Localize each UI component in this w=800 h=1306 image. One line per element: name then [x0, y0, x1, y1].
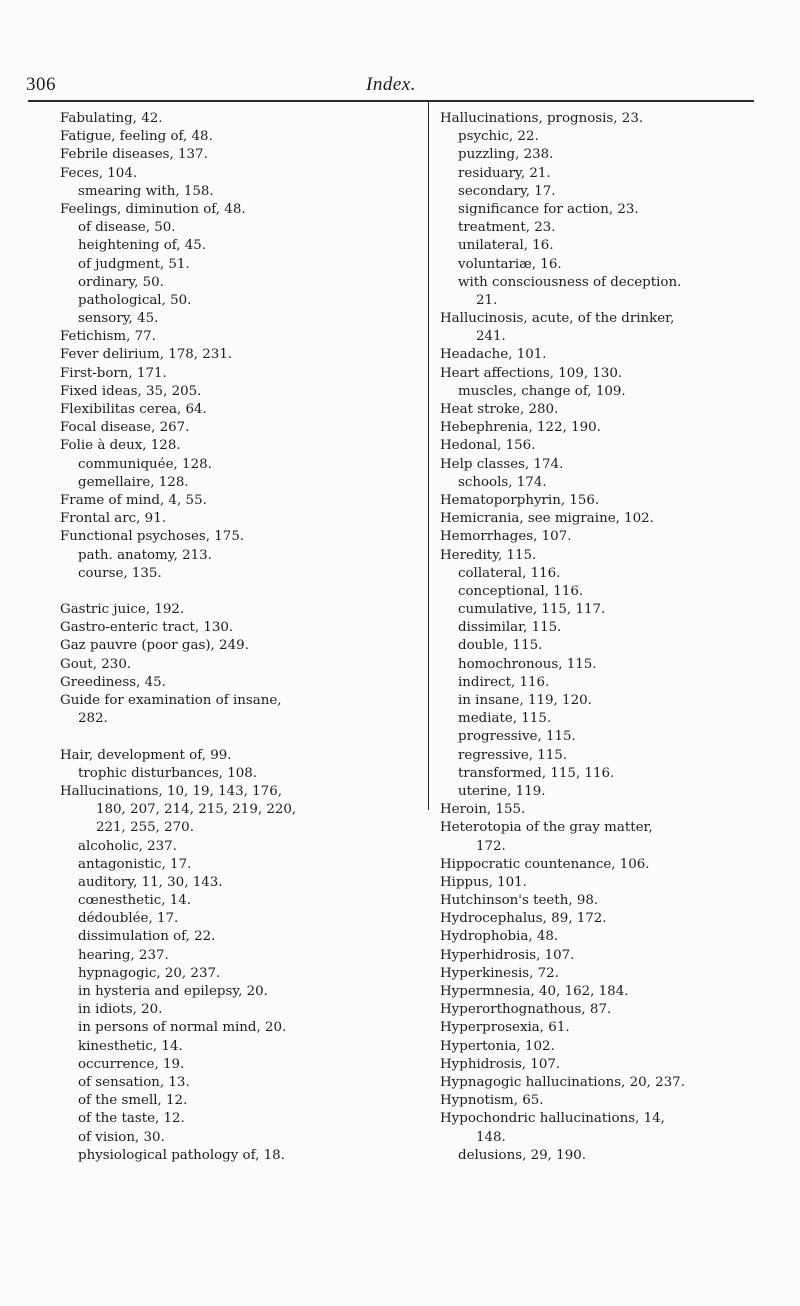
- index-subentry: 172.: [476, 838, 506, 854]
- index-subentry: voluntariæ, 16.: [458, 256, 562, 272]
- page-header: [0, 74, 800, 110]
- index-subentry: auditory, 11, 30, 143.: [78, 874, 223, 890]
- index-entry: Hyphidrosis, 107.: [440, 1056, 561, 1072]
- index-subentry: of vision, 30.: [78, 1129, 165, 1145]
- index-entry: Heredity, 115.: [440, 547, 537, 563]
- index-subentry: in persons of normal mind, 20.: [78, 1020, 287, 1036]
- index-subentry: homochronous, 115.: [458, 656, 597, 672]
- index-entry: Frontal arc, 91.: [60, 511, 166, 527]
- index-entry: Gout, 230.: [60, 656, 132, 672]
- index-entry: Hypochondric hallucinations, 14,: [440, 1111, 665, 1127]
- index-subentry: significance for action, 23.: [458, 201, 639, 217]
- index-subentry: 282.: [78, 711, 108, 727]
- index-subentry: cœnesthetic, 14.: [78, 893, 192, 909]
- index-entry: Hyperkinesis, 72.: [440, 965, 559, 981]
- index-entry: Frame of mind, 4, 55.: [60, 492, 207, 508]
- index-subentry: in hysteria and epilepsy, 20.: [78, 984, 268, 999]
- index-entry: Hallucinosis, acute, of the drinker,: [440, 311, 675, 327]
- index-entry: First-born, 171.: [60, 365, 167, 381]
- index-entry: Hematoporphyrin, 156.: [440, 492, 600, 508]
- index-subentry: hypnagogic, 20, 237.: [78, 965, 221, 981]
- index-subentry: alcoholic, 237.: [78, 838, 177, 854]
- index-subentry: in insane, 119, 120.: [458, 693, 592, 708]
- index-subentry: dissimilar, 115.: [458, 620, 562, 636]
- index-subentry: hearing, 237.: [78, 947, 169, 963]
- index-entry: Hair, development of, 99.: [60, 747, 232, 763]
- index-subentry: of judgment, 51.: [78, 256, 190, 272]
- section-gap: [60, 728, 432, 746]
- index-entry: Heroin, 155.: [440, 802, 526, 818]
- index-subentry: 148.: [476, 1129, 506, 1145]
- index-entry: Hemorrhages, 107.: [440, 529, 572, 545]
- index-entry: Feelings, diminution of, 48.: [60, 201, 246, 217]
- index-subentry: heightening of, 45.: [78, 238, 207, 254]
- index-subentry: puzzling, 238.: [458, 147, 554, 163]
- section-gap: [60, 583, 432, 601]
- index-subentry: sensory, 45.: [78, 311, 159, 327]
- index-entry: Functional psychoses, 175.: [60, 529, 245, 545]
- index-entry: Hydrophobia, 48.: [440, 929, 559, 945]
- index-entry: Heterotopia of the gray matter,: [440, 820, 653, 836]
- index-subentry: schools, 174.: [458, 474, 547, 490]
- index-entry: Headache, 101.: [440, 347, 547, 363]
- index-entry: Fixed ideas, 35, 205.: [60, 383, 202, 399]
- index-entry: Hallucinations, 10, 19, 143, 176,: [60, 783, 282, 799]
- index-subentry: dédoublée, 17.: [78, 911, 179, 927]
- index-entry: Hyperhidrosis, 107.: [440, 947, 575, 963]
- index-subentry: transformed, 115, 116.: [458, 765, 615, 781]
- index-entry: Hippus, 101.: [440, 874, 527, 890]
- index-entry: Hyperprosexia, 61.: [440, 1020, 570, 1036]
- index-subentry: kinesthetic, 14.: [78, 1038, 183, 1054]
- index-subentry: smearing with, 158.: [78, 183, 214, 199]
- index-subentry: 21.: [476, 292, 498, 308]
- index-subentry: dissimulation of, 22.: [78, 929, 216, 945]
- index-entry: Flexibilitas cerea, 64.: [60, 402, 207, 417]
- index-entry: Heart affections, 109, 130.: [440, 365, 623, 381]
- index-subentry: secondary, 17.: [458, 183, 556, 199]
- index-subentry: 180, 207, 214, 215, 219, 220,: [96, 802, 297, 818]
- index-subentry: physiological pathology of, 18.: [78, 1147, 285, 1163]
- index-subentry: progressive, 115.: [458, 729, 576, 745]
- index-entry: Hypertonia, 102.: [440, 1038, 555, 1054]
- index-subentry: uterine, 119.: [458, 783, 546, 799]
- index-entry: Fever delirium, 178, 231.: [60, 347, 233, 363]
- index-subentry: indirect, 116.: [458, 674, 550, 690]
- index-subentry: 221, 255, 270.: [96, 820, 194, 836]
- index-entry: Hebephrenia, 122, 190.: [440, 420, 601, 436]
- index-entry: Greediness, 45.: [60, 674, 166, 690]
- index-subentry: psychic, 22.: [458, 129, 539, 145]
- index-entry: Hallucinations, prognosis, 23.: [440, 111, 644, 126]
- index-entry: Help classes, 174.: [440, 456, 564, 472]
- index-subentry: trophic disturbances, 108.: [78, 765, 258, 781]
- index-entry: Heat stroke, 280.: [440, 402, 559, 417]
- index-subentry: collateral, 116.: [458, 565, 561, 581]
- index-entry: Hypnagogic hallucinations, 20, 237.: [440, 1074, 685, 1090]
- index-entry: Gastric juice, 192.: [60, 602, 185, 618]
- index-subentry: residuary, 21.: [458, 165, 551, 181]
- index-subentry: mediate, 115.: [458, 711, 552, 727]
- index-entry: Guide for examination of insane,: [60, 693, 282, 708]
- index-subentry: double, 115.: [458, 638, 543, 654]
- index-subentry: course, 135.: [78, 565, 162, 581]
- index-entry: Hypermnesia, 40, 162, 184.: [440, 984, 629, 999]
- index-entry: Feces, 104.: [60, 165, 138, 181]
- index-entry: Focal disease, 267.: [60, 420, 190, 436]
- index-subentry: unilateral, 16.: [458, 238, 554, 254]
- header-rule: [28, 100, 754, 102]
- index-entry: Hippocratic countenance, 106.: [440, 856, 650, 872]
- index-subentry: communiquée, 128.: [78, 456, 212, 472]
- index-subentry: delusions, 29, 190.: [458, 1147, 586, 1163]
- index-subentry: regressive, 115.: [458, 747, 568, 763]
- index-subentry: gemellaire, 128.: [78, 474, 189, 490]
- index-subentry: path. anatomy, 213.: [78, 547, 212, 563]
- index-subentry: conceptional, 116.: [458, 583, 584, 599]
- index-subentry: of sensation, 13.: [78, 1074, 190, 1090]
- index-subentry: of the taste, 12.: [78, 1111, 185, 1127]
- index-entry: Hyperorthognathous, 87.: [440, 1002, 612, 1018]
- index-subentry: cumulative, 115, 117.: [458, 602, 606, 618]
- index-subentry: muscles, change of, 109.: [458, 383, 626, 399]
- right-index-column: [440, 110, 785, 1165]
- left-index-column: [60, 110, 432, 1165]
- index-entry: Gaz pauvre (poor gas), 249.: [60, 638, 249, 654]
- index-subentry: antagonistic, 17.: [78, 856, 192, 872]
- index-entry: Gastro-enteric tract, 130.: [60, 620, 234, 636]
- index-subentry: occurrence, 19.: [78, 1056, 185, 1072]
- index-entry: Fabulating, 42.: [60, 111, 163, 126]
- index-entry: Hutchinson's teeth, 98.: [440, 893, 599, 909]
- index-subentry: of disease, 50.: [78, 220, 176, 236]
- index-entry: Hydrocephalus, 89, 172.: [440, 911, 607, 927]
- index-subentry: ordinary, 50.: [78, 274, 164, 290]
- index-subentry: of the smell, 12.: [78, 1093, 188, 1109]
- index-subentry: treatment, 23.: [458, 220, 556, 236]
- index-entry: Fatigue, feeling of, 48.: [60, 129, 213, 145]
- page-number: 306: [26, 74, 56, 95]
- index-subentry: pathological, 50.: [78, 292, 192, 308]
- index-subentry: with consciousness of deception.: [458, 274, 682, 290]
- index-entry: Hypnotism, 65.: [440, 1093, 544, 1109]
- index-subentry: in idiots, 20.: [78, 1002, 163, 1018]
- index-entry: Hedonal, 156.: [440, 438, 536, 454]
- index-entry: Hemicrania, see migraine, 102.: [440, 511, 654, 527]
- index-subentry: 241.: [476, 329, 506, 345]
- index-entry: Folie à deux, 128.: [60, 438, 181, 454]
- index-entry: Fetichism, 77.: [60, 329, 156, 345]
- index-entry: Febrile diseases, 137.: [60, 147, 208, 163]
- running-title: Index.: [366, 74, 416, 95]
